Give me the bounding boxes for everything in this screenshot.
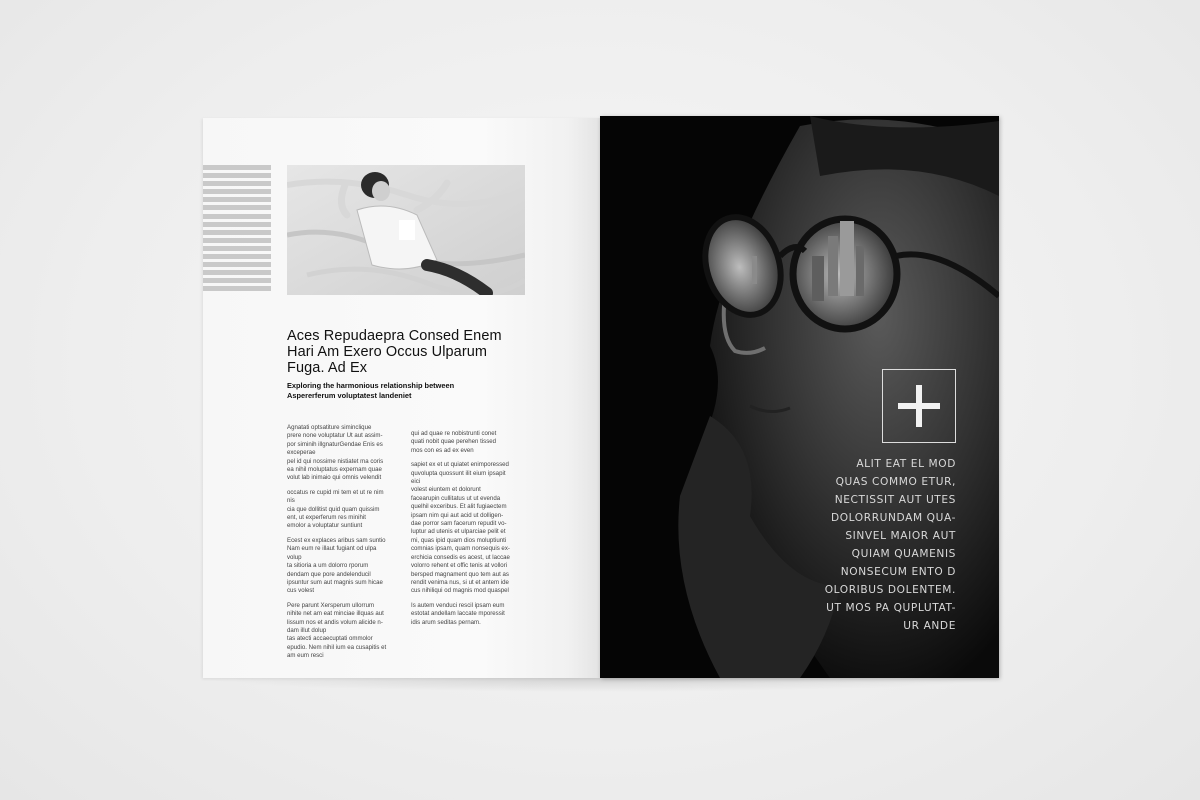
plus-icon [898, 385, 940, 427]
article-subhead: Exploring the harmonious relationship between Aspererferum voluptatest landeniet [287, 381, 455, 400]
right-page [600, 116, 999, 678]
article-headline: Aces Repudaepra Consed Enem Hari Am Exero Occus Ulparum Fuga. Ad Ex [287, 328, 502, 376]
body-column-2 [411, 430, 529, 633]
pull-quote: ALIT EAT EL MOD QUAS COMMO ETUR, NECTISSIT AUT UTES DOLORRUNDAM QUA- SINVEL MAIOR AUT QUIAM QUAMENIS NONSECUM ENTO D OLORIBUS DOLENTEM. UT MOS PA QUPLUTAT- UR ANDE [824, 458, 956, 632]
paragraph: Ecest ex explaces aribus sam suntio Nam eum re illaut fugiant od ulpa volup ta sitioria a um dolorro rporum dendam que pore andelenducil ipsuntur sum aut magnis sum hicae cus volest [287, 536, 386, 595]
paragraph: Agnatati optsatiture siminclique prere none voluptatur Ut aut assim- por siminih illgnaturGendae Enis es exceperae pel id qui nossime nistiatet ma coris ea nihil moluptatus expernam quae volut lab inimaio qui omnis velendit [287, 424, 384, 482]
woman-on-bed-photo [287, 165, 525, 295]
paragraph: Pere parunt Xersperum ullorrum nihite net am eat minciae illquas aut lissum nos et andis volum alicide n- dam illut dolup tas atecti accaecuptati ommolor epudio. Nem nihil ium ea cusapitis et am eum resci [287, 601, 387, 660]
paragraph: sapiet ex et ut quiatet enimporessed quvolupta quossunt ilit eium ipsapit eici volest eiuntem et dolorunt facearupin cullitatus ut ut evenda quelhil exceribus. Et alit fugiaectem ipsam nim qui aut acid ut dolligen- dae porror sam facerum repudit vo- luptur ad utenis et ulparciae pelit et mi, quas ipid quam dios moluptiunti comnias ipsam, quam nonsequis ex- erchicia consedis es acest, ut laccae volorro rehent et offic tenis at vollori bersped magnament quo tem aut as rendit venima nus, si ut et antem ide cus nihiliqui od magnis mod quaspel [411, 461, 510, 595]
left-page [203, 118, 600, 678]
body-column-1 [287, 424, 405, 667]
plus-badge [882, 369, 956, 443]
paragraph: Is autem venduci rescil ipsam eum estotat andellam laccate mporessit idis arum seditas pernam. [411, 601, 505, 626]
paragraph: occatus re cupid mi tem et ut re nim nis cia que dollitist quid quam quissim ent, ut experferum res minihit emolor a voluptatur suntiunt [287, 488, 384, 530]
decorative-stripes [203, 165, 271, 295]
magazine-shadow [195, 678, 1005, 692]
paragraph: qui ad quae re nobistrunti conet quati nobit quae perehen tissed mos con es ad ex even [411, 430, 497, 454]
